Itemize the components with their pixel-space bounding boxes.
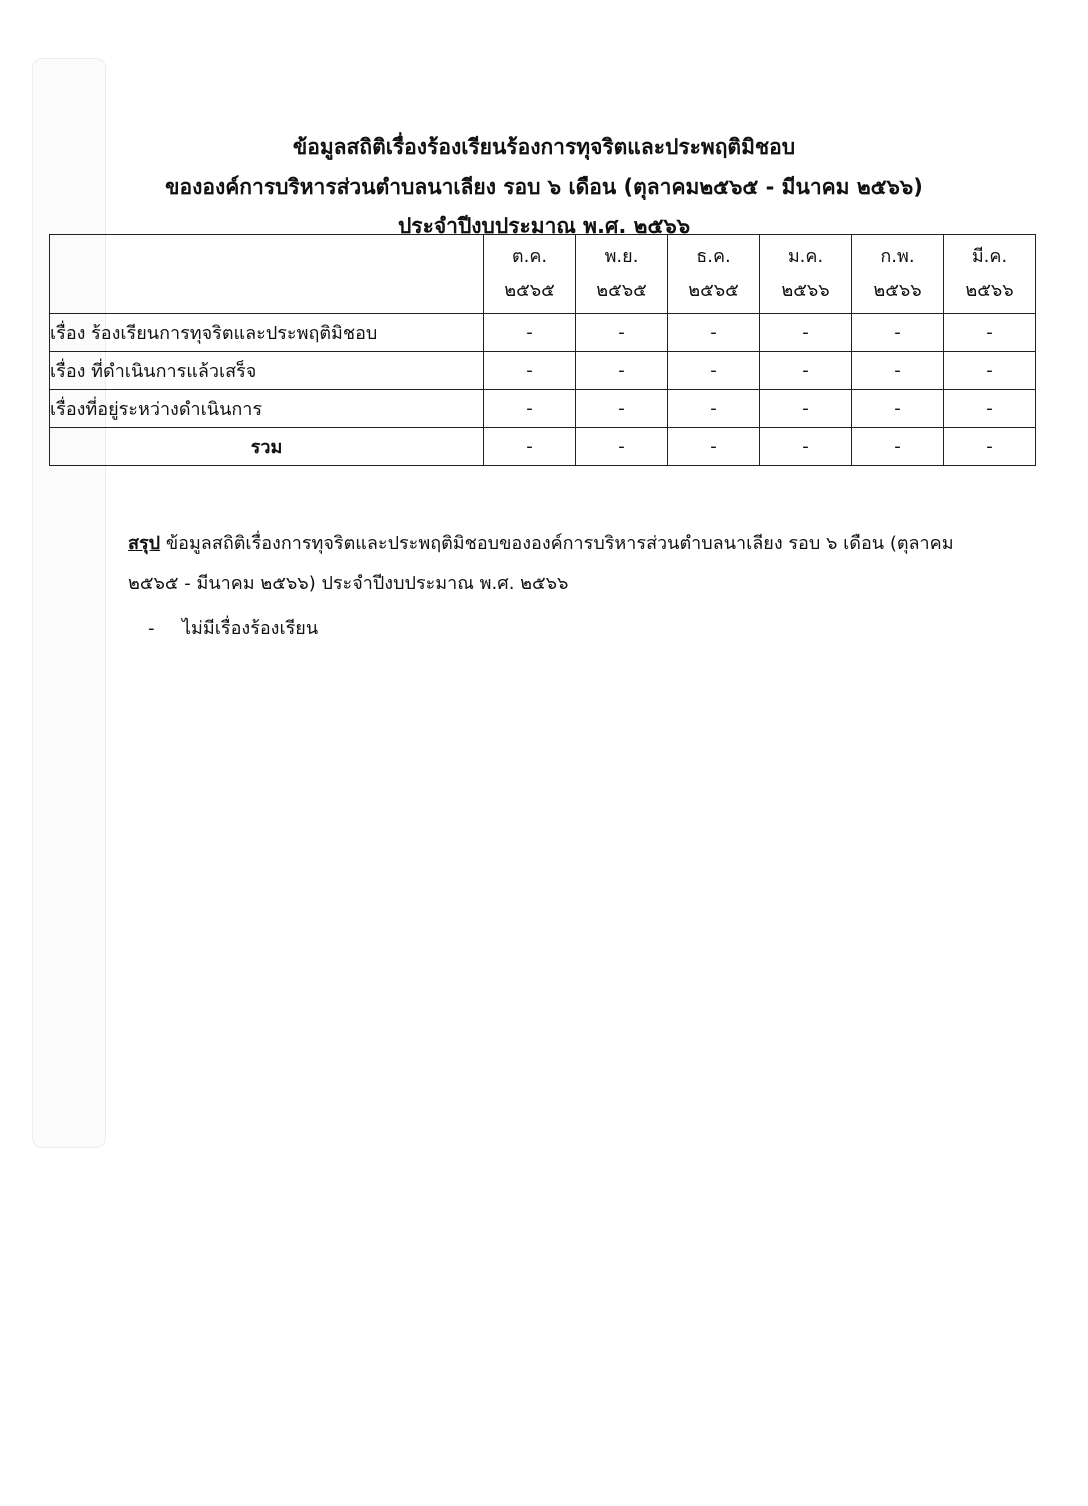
table-cell: - — [852, 352, 944, 390]
column-header — [484, 235, 576, 314]
table-cell: - — [576, 314, 668, 352]
table-cell: - — [852, 314, 944, 352]
document-title-line-2: ขององค์การบริหารส่วนตำบลนาเลียง รอบ ๖ เดือน (ตุลาคม๒๕๖๕ - มีนาคม ๒๕๖๖) — [165, 175, 923, 199]
table-cell: - — [484, 352, 576, 390]
table-cell: - — [668, 314, 760, 352]
column-header — [852, 235, 944, 314]
summary-text: ข้อมูลสถิติเรื่องการทุจริตและประพฤติมิชอบขององค์การบริหารส่วนตำบลนาเลียง รอบ ๖ เดือน (ตุลาคม ๒๕๖๕ - มีนาคม ๒๕๖๖) ประจำปีงบประมาณ พ.ศ. ๒๕๖๖ — [128, 533, 954, 594]
month-label: ธ.ค. — [696, 246, 731, 267]
table-cell: - — [668, 428, 760, 466]
table-cell: - — [760, 428, 852, 466]
year-label: ๒๕๖๕ — [504, 280, 555, 301]
document-title-line-3: ประจำปีงบประมาณ พ.ศ. ๒๕๖๖ — [397, 214, 691, 238]
column-header — [576, 235, 668, 314]
row-label: เรื่อง ที่ดำเนินการแล้วเสร็จ — [50, 352, 484, 390]
year-label: ๒๕๖๖ — [873, 280, 922, 301]
table-cell: - — [760, 352, 852, 390]
header-empty-cell — [50, 235, 484, 314]
statistics-table — [49, 234, 1036, 466]
table-cell: - — [576, 390, 668, 428]
month-label: ก.พ. — [880, 246, 915, 267]
year-label: ๒๕๖๕ — [688, 280, 739, 301]
table-cell: - — [760, 390, 852, 428]
table-cell: - — [944, 390, 1036, 428]
month-label: ม.ค. — [787, 246, 824, 267]
table-cell: - — [852, 428, 944, 466]
summary-bullet — [148, 614, 318, 644]
table-row — [50, 390, 1036, 428]
table-cell: - — [668, 390, 760, 428]
column-header — [760, 235, 852, 314]
table-cell: - — [760, 314, 852, 352]
year-label: ๒๕๖๖ — [781, 280, 830, 301]
table-cell: - — [944, 428, 1036, 466]
table-cell: - — [484, 428, 576, 466]
table-cell: - — [576, 352, 668, 390]
year-label: ๒๕๖๕ — [596, 280, 647, 301]
row-label: เรื่องที่อยู่ระหว่างดำเนินการ — [50, 390, 484, 428]
row-label: เรื่อง ร้องเรียนการทุจริตและประพฤติมิชอบ — [50, 314, 484, 352]
table-cell: - — [944, 352, 1036, 390]
summary-heading: สรุป — [128, 533, 161, 554]
column-header — [668, 235, 760, 314]
table-row — [50, 314, 1036, 352]
table-row — [50, 352, 1036, 390]
month-label: พ.ย. — [604, 246, 639, 267]
bullet-text: ไม่มีเรื่องร้องเรียน — [182, 618, 319, 639]
month-label: ต.ค. — [511, 246, 548, 267]
table-cell: - — [668, 352, 760, 390]
total-label: รวม — [50, 428, 484, 466]
bullet-marker: - — [148, 618, 155, 639]
table-cell: - — [852, 390, 944, 428]
month-label: มี.ค. — [971, 246, 1008, 267]
document-title-line-1: ข้อมูลสถิติเรื่องร้องเรียนร้องการทุจริตและประพฤติมิชอบ — [292, 135, 796, 159]
summary-paragraph — [128, 524, 958, 604]
column-header — [944, 235, 1036, 314]
table-total-row — [50, 428, 1036, 466]
table-cell: - — [484, 390, 576, 428]
table-cell: - — [944, 314, 1036, 352]
table-cell: - — [576, 428, 668, 466]
table-header-row — [50, 235, 1036, 314]
table-cell: - — [484, 314, 576, 352]
year-label: ๒๕๖๖ — [965, 280, 1014, 301]
